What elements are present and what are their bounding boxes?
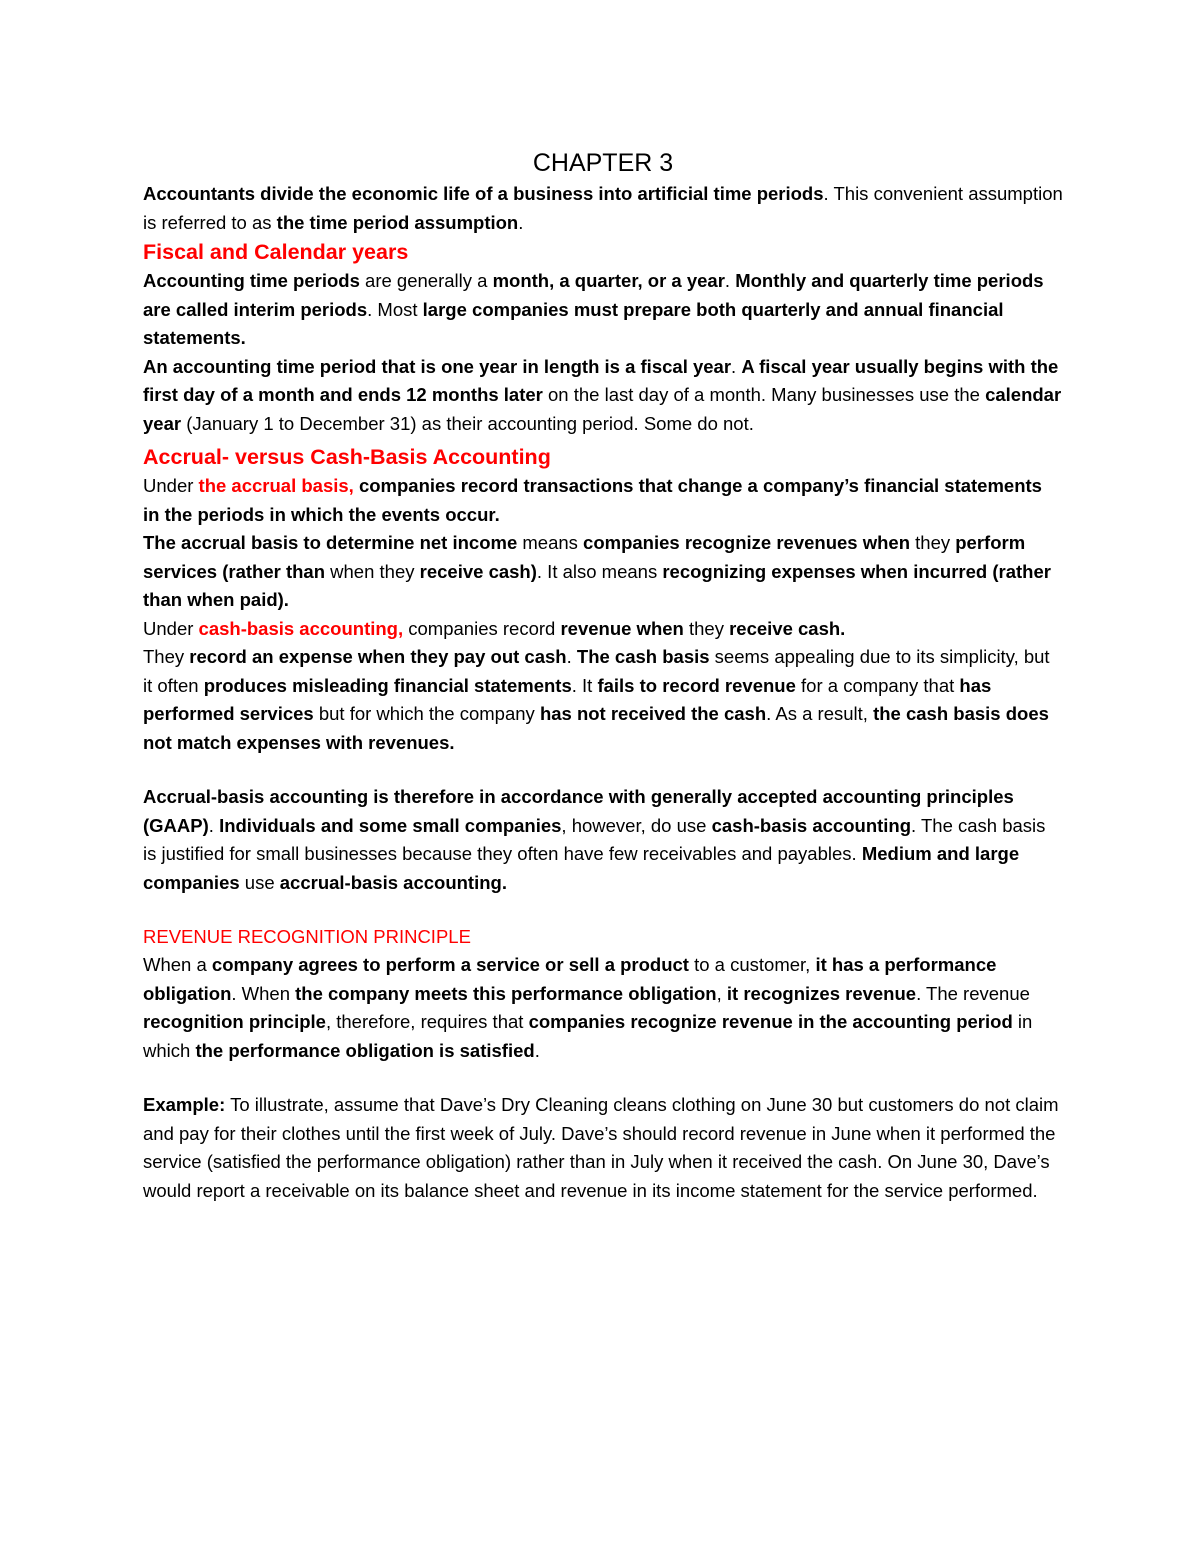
bold-text-run: Accounting time periods — [143, 270, 360, 291]
text-run: . The revenue — [916, 982, 1030, 1004]
section-heading-fiscal-calendar: Fiscal and Calendar years — [143, 240, 409, 264]
text-run: but for which the company — [313, 703, 540, 724]
bold-text-run: it recognizes revenue — [726, 982, 917, 1004]
paragraph-gap — [143, 757, 1063, 783]
paragraph-net-income — [143, 529, 1063, 615]
bold-text-run: the cash basis does not match expenses with revenues. — [143, 703, 1049, 753]
text-run: . Most — [367, 298, 423, 320]
bold-text-run: recognition principle — [143, 1011, 326, 1032]
bold-text-run: The cash basis — [576, 646, 710, 667]
text-run: . This convenient assumption is referred to as — [143, 183, 1063, 233]
text-run: . — [724, 270, 736, 291]
text-run: Under — [143, 617, 199, 639]
bold-text-run: it has a performance obligation — [143, 954, 997, 1004]
text-run: (January 1 to December 31) as their accounting period. Some do not. — [181, 412, 754, 434]
bold-text-run: companies recognize revenue in the accounting period — [528, 1011, 1013, 1032]
bold-text-run: A fiscal year usually begins with the first day of a month and ends 12 months later — [143, 355, 1059, 405]
paragraph-gaap — [143, 783, 1063, 897]
text-run: , therefore, requires that — [325, 1011, 529, 1032]
text-run: . — [534, 1039, 540, 1061]
section-heading-accrual-cash: Accrual- versus Cash-Basis Accounting — [143, 445, 551, 469]
text-run: . It — [571, 674, 598, 696]
text-run: . The cash basis is justified for small businesses because they often have few receivables and payables. — [143, 814, 1046, 864]
bold-text-run: Accrual-basis accounting is therefore in accordance with generally accepted accounting principles (GAAP) — [143, 786, 1014, 836]
paragraph-cash-basis — [143, 615, 1063, 644]
paragraph-fiscal-year — [143, 353, 1063, 439]
bold-text-run: Accountants divide the economic life of a business into artificial time periods — [143, 183, 824, 204]
document-body — [143, 146, 1063, 1205]
bold-text-run: has performed services — [143, 674, 992, 724]
text-run: . — [731, 355, 742, 377]
text-run: . It also means — [536, 560, 663, 582]
text-run: for a company that — [795, 674, 960, 696]
text-run: . As a result, — [766, 703, 874, 724]
text-run: , — [716, 982, 727, 1004]
bold-text-run: the company meets this performance obligation — [295, 982, 717, 1004]
text-run: . — [566, 646, 577, 667]
text-run: , however, do use — [561, 814, 712, 836]
bold-text-run: Individuals and some small companies — [219, 814, 562, 836]
bold-text-run: The accrual basis to determine net income — [143, 532, 518, 553]
text-run: they — [683, 617, 730, 639]
paragraph-accrual-basis — [143, 472, 1063, 529]
section-heading-revenue-recognition: REVENUE RECOGNITION PRINCIPLE — [143, 926, 471, 947]
text-run: To illustrate, assume that Dave’s Dry Cleaning cleans clothing on June 30 but customers do not claim and pay for their clothes until the first week of July. Dave’s should record revenue in June when it performed the service (satisfied the performance obligation) rather than in July when it received the cash. On June 30, Dave’s would report a receivable on its balance sheet and revenue in its income statement for the service performed. — [143, 1094, 1059, 1201]
bold-text-run: companies recognize revenues when — [583, 532, 910, 553]
bold-text-run: the time period assumption — [276, 211, 519, 233]
bold-text-run: recognizing expenses when incurred (rather than when paid). — [143, 560, 1051, 610]
bold-text-run: cash-basis accounting — [711, 814, 912, 836]
bold-text-run: receive cash. — [729, 617, 846, 639]
text-run: . — [518, 211, 524, 233]
text-run: to a customer, — [688, 954, 816, 975]
bold-text-run: Monthly and quarterly time periods are called interim periods — [143, 270, 1044, 320]
bold-text-run: large companies must prepare both quarterly and annual financial statements. — [143, 298, 1004, 348]
bold-text-run: companies record transactions that change a company’s financial statements in the periods in which the events occur. — [143, 475, 1042, 525]
text-run: they — [910, 532, 956, 553]
bold-text-run: An accounting time period that is one year in length is a fiscal year — [143, 355, 732, 377]
bold-text-run: revenue when — [560, 617, 684, 639]
chapter-title: CHAPTER 3 — [532, 149, 674, 177]
highlighted-term: cash-basis accounting, — [198, 617, 404, 639]
text-run: when they — [325, 560, 420, 582]
bold-text-run: Example: — [143, 1094, 226, 1115]
text-run: are generally a — [359, 270, 493, 291]
bold-text-run: fails to record revenue — [597, 674, 796, 696]
text-run: on the last day of a month. Many businesses use the — [542, 384, 986, 405]
paragraph-time-periods — [143, 267, 1063, 353]
paragraph-example — [143, 1091, 1063, 1205]
text-run: companies record — [403, 617, 561, 639]
bold-text-run: the performance obligation is satisfied — [195, 1039, 535, 1061]
bold-text-run: company agrees to perform a service or sell a product — [211, 954, 689, 975]
text-run: Under — [143, 475, 199, 496]
bold-text-run: receive cash) — [419, 560, 537, 582]
text-run: . When — [231, 982, 296, 1004]
highlighted-term: the accrual basis, — [198, 475, 354, 496]
bold-text-run: perform services (rather than — [143, 532, 1026, 582]
text-run: use — [239, 871, 280, 893]
bold-text-run: calendar year — [143, 384, 1062, 434]
bold-text-run: accrual-basis accounting. — [279, 871, 507, 893]
paragraph-performance-obligation — [143, 951, 1063, 1065]
text-run: . — [208, 814, 220, 836]
bold-text-run: month, a quarter, or a year — [492, 270, 725, 291]
text-run: seems appealing due to its simplicity, but it often — [143, 646, 1050, 696]
bold-text-run: record an expense when they pay out cash — [189, 646, 567, 667]
paragraph-gap — [143, 897, 1063, 923]
paragraph-gap — [143, 1065, 1063, 1091]
text-run: They — [143, 646, 190, 667]
text-run: means — [517, 532, 584, 553]
bold-text-run: has not received the cash — [539, 703, 767, 724]
text-run: When a — [143, 954, 212, 975]
intro-paragraph — [143, 180, 1063, 237]
bold-text-run: Medium and large companies — [143, 843, 1020, 893]
text-run: in which — [143, 1011, 1033, 1061]
paragraph-cash-expense — [143, 643, 1063, 757]
bold-text-run: produces misleading financial statements — [203, 674, 572, 696]
